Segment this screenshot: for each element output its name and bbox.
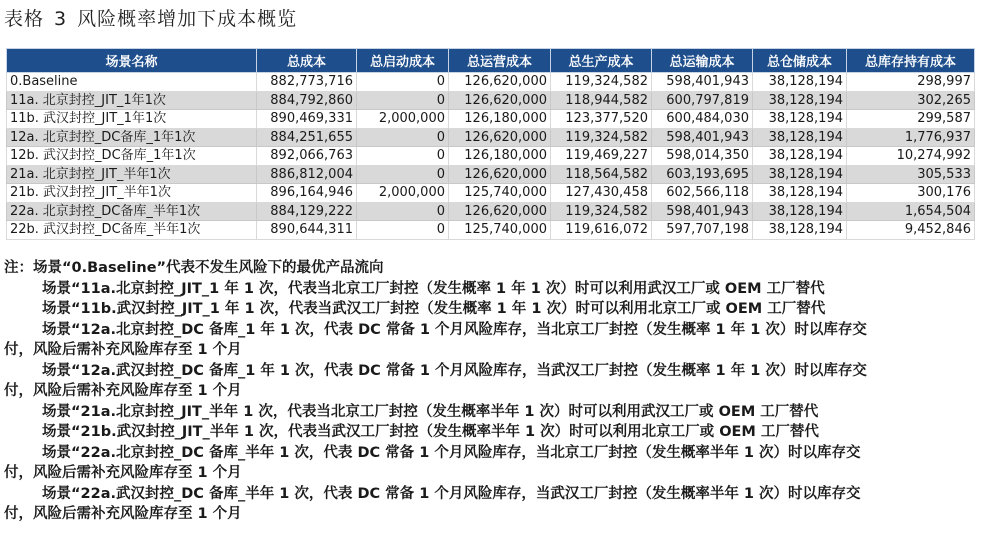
cost-value-cell: 38,128,194: [753, 73, 847, 92]
cost-value-cell: 884,251,655: [257, 128, 357, 147]
note-line: 付，风险后需补充风险库存至 1 个月: [4, 465, 242, 481]
col-header: 总成本: [257, 49, 357, 73]
scenario-name-cell: 12a. 北京封控_DC备库_1年1次: [7, 128, 257, 147]
caption-number: 3: [54, 8, 68, 30]
table-row: [7, 110, 975, 129]
cost-value-cell: 598,401,943: [652, 128, 753, 147]
cost-value-cell: 126,180,000: [449, 147, 551, 166]
cost-value-cell: 0: [357, 91, 449, 110]
col-header: 场景名称: [7, 49, 257, 73]
cost-value-cell: 0: [357, 73, 449, 92]
col-header: 总仓储成本: [753, 49, 847, 73]
cost-value-cell: 2,000,000: [357, 184, 449, 203]
cost-value-cell: 10,274,992: [847, 147, 975, 166]
cost-value-cell: 9,452,846: [847, 221, 975, 240]
scenario-name-cell: 22b. 武汉封控_DC备库_半年1次: [7, 221, 257, 240]
cost-value-cell: 0: [357, 165, 449, 184]
table-row: [7, 221, 975, 240]
scenario-name-cell: 0.Baseline: [7, 73, 257, 92]
table-caption: [4, 4, 297, 31]
table-row: [7, 165, 975, 184]
cost-value-cell: 126,620,000: [449, 202, 551, 221]
note-line: 付，风险后需补充风险库存至 1 个月: [4, 342, 242, 358]
cost-value-cell: 0: [357, 128, 449, 147]
note-line: 场景“21b.武汉封控_JIT_半年 1 次，代表当武汉工厂封控（发生概率半年 1 次）时可以利用北京工厂或 OEM 工厂替代: [42, 424, 819, 440]
table-row: [7, 73, 975, 92]
note-line: 场景“12a.北京封控_DC 备库_1 年 1 次，代表 DC 常备 1 个月风险库存，当北京工厂封控（发生概率 1 年 1 次）时以库存交: [42, 321, 867, 338]
cost-value-cell: 118,944,582: [551, 91, 652, 110]
table-row: [7, 184, 975, 203]
cost-value-cell: 0: [357, 147, 449, 166]
note-line: 场景“12a.武汉封控_DC 备库_1 年 1 次，代表 DC 常备 1 个月风险库存，当武汉工厂封控（发生概率 1 年 1 次）时以库存交: [42, 362, 867, 379]
cost-value-cell: 119,616,072: [551, 221, 652, 240]
table-header-row: [7, 49, 975, 73]
scenario-name-cell: 21a. 北京封控_JIT_半年1次: [7, 165, 257, 184]
cost-value-cell: 302,265: [847, 91, 975, 110]
cost-value-cell: 884,792,860: [257, 91, 357, 110]
note-line: 场景“22a.武汉封控_DC 备库_半年 1 次，代表 DC 常备 1 个月风险库存，当武汉工厂封控（发生概率半年 1 次）时以库存交: [42, 485, 861, 502]
table-row: [7, 128, 975, 147]
scenario-name-cell: 11b. 武汉封控_JIT_1年1次: [7, 110, 257, 129]
cost-value-cell: 126,180,000: [449, 110, 551, 129]
cost-value-cell: 125,740,000: [449, 221, 551, 240]
cost-value-cell: 125,740,000: [449, 184, 551, 203]
cost-value-cell: 603,193,695: [652, 165, 753, 184]
cost-value-cell: 126,620,000: [449, 91, 551, 110]
note-line: 注：场景“0.Baseline”代表不发生风险下的最优产品流向: [4, 260, 384, 276]
note-line: 场景“21a.北京封控_JIT_半年 1 次，代表当北京工厂封控（发生概率半年 1 次）时可以利用武汉工厂或 OEM 工厂替代: [42, 403, 819, 420]
cost-value-cell: 597,707,198: [652, 221, 753, 240]
col-header: 总运营成本: [449, 49, 551, 73]
cost-value-cell: 38,128,194: [753, 202, 847, 221]
cost-value-cell: 892,066,763: [257, 147, 357, 166]
cost-value-cell: 38,128,194: [753, 221, 847, 240]
cost-value-cell: 118,564,582: [551, 165, 652, 184]
caption-text: 风险概率增加下成本概览: [77, 8, 298, 30]
cost-value-cell: 119,324,582: [551, 202, 652, 221]
cost-value-cell: 882,773,716: [257, 73, 357, 92]
table-row: [7, 147, 975, 166]
cost-value-cell: 886,812,004: [257, 165, 357, 184]
table-row: [7, 91, 975, 110]
cost-value-cell: 127,430,458: [551, 184, 652, 203]
cost-value-cell: 890,644,311: [257, 221, 357, 240]
cost-value-cell: 598,401,943: [652, 73, 753, 92]
note-line: 场景“22a.北京封控_DC 备库_半年 1 次，代表 DC 常备 1 个月风险库存，当北京工厂封控（发生概率半年 1 次）时以库存交: [42, 444, 861, 461]
note-line: 付，风险后需补充风险库存至 1 个月: [4, 383, 242, 399]
col-header: 总库存持有成本: [847, 49, 975, 73]
cost-value-cell: 38,128,194: [753, 110, 847, 129]
cost-value-cell: 1,654,504: [847, 202, 975, 221]
scenario-name-cell: 11a. 北京封控_JIT_1年1次: [7, 91, 257, 110]
cost-value-cell: 890,469,331: [257, 110, 357, 129]
cost-value-cell: 1,776,937: [847, 128, 975, 147]
cost-value-cell: 126,620,000: [449, 73, 551, 92]
scenario-name-cell: 12b. 武汉封控_DC备库_1年1次: [7, 147, 257, 166]
note-line: 场景“11a.北京封控_JIT_1 年 1 次，代表当北京工厂封控（发生概率 1 年 1 次）时可以利用武汉工厂或 OEM 工厂替代: [42, 280, 825, 297]
col-header: 总启动成本: [357, 49, 449, 73]
cost-value-cell: 0: [357, 202, 449, 221]
cost-value-cell: 602,566,118: [652, 184, 753, 203]
cost-value-cell: 38,128,194: [753, 128, 847, 147]
note-label: 注：: [4, 260, 33, 276]
cost-value-cell: 38,128,194: [753, 147, 847, 166]
cost-value-cell: 119,324,582: [551, 73, 652, 92]
scenario-name-cell: 22a. 北京封控_DC备库_半年1次: [7, 202, 257, 221]
note-line: 付，风险后需补充风险库存至 1 个月: [4, 506, 242, 522]
cost-value-cell: 600,797,819: [652, 91, 753, 110]
cost-value-cell: 600,484,030: [652, 110, 753, 129]
cost-table: [6, 48, 975, 240]
cost-value-cell: 305,533: [847, 165, 975, 184]
scenario-name-cell: 21b. 武汉封控_JIT_半年1次: [7, 184, 257, 203]
col-header: 总运输成本: [652, 49, 753, 73]
cost-value-cell: 598,014,350: [652, 147, 753, 166]
cost-value-cell: 299,587: [847, 110, 975, 129]
cost-value-cell: 300,176: [847, 184, 975, 203]
cost-value-cell: 598,401,943: [652, 202, 753, 221]
cost-value-cell: 119,324,582: [551, 128, 652, 147]
notes-section: [4, 258, 982, 525]
cost-value-cell: 119,469,227: [551, 147, 652, 166]
cost-value-cell: 0: [357, 221, 449, 240]
cost-value-cell: 38,128,194: [753, 91, 847, 110]
cost-value-cell: 38,128,194: [753, 165, 847, 184]
cost-value-cell: 123,377,520: [551, 110, 652, 129]
cost-value-cell: 38,128,194: [753, 184, 847, 203]
caption-prefix: 表格: [4, 8, 45, 30]
cost-value-cell: 126,620,000: [449, 165, 551, 184]
cost-value-cell: 896,164,946: [257, 184, 357, 203]
cost-value-cell: 298,997: [847, 73, 975, 92]
cost-value-cell: 884,129,222: [257, 202, 357, 221]
note-line: 场景“11b.武汉封控_JIT_1 年 1 次，代表当武汉工厂封控（发生概率 1 年 1 次）时可以利用北京工厂或 OEM 工厂替代: [42, 301, 826, 317]
cost-value-cell: 126,620,000: [449, 128, 551, 147]
table-row: [7, 202, 975, 221]
col-header: 总生产成本: [551, 49, 652, 73]
cost-value-cell: 2,000,000: [357, 110, 449, 129]
